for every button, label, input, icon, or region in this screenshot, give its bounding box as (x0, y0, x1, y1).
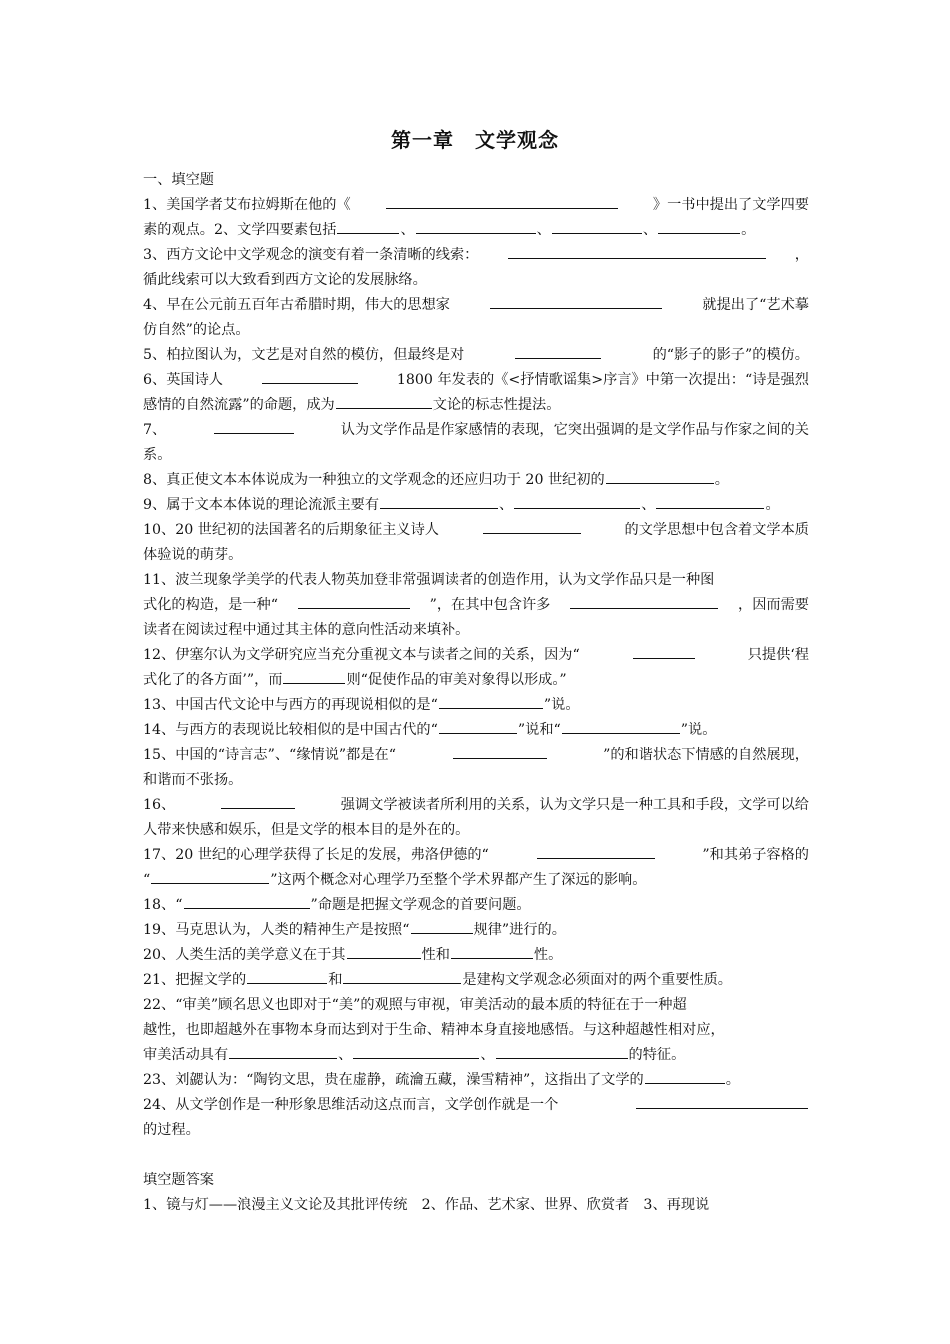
question-24-line-1: 24、从文学创作是一种形象思维活动这点而言，文学创作就是一个 (143, 1093, 809, 1118)
question-body (143, 168, 809, 1218)
question-12-line-1: 12、伊塞尔认为文学研究应当充分重视文本与读者之间的关系，因为“ 只提供‘程 (143, 643, 809, 668)
blank-q9-1[interactable] (380, 494, 498, 509)
question-6-line-2: 感情的自然流露”的命题，成为 文论的标志性提法。 (143, 393, 809, 418)
blank-q22-1[interactable] (229, 1044, 337, 1059)
answers-heading: 填空题答案 (143, 1172, 214, 1188)
blank-q21-2[interactable] (343, 969, 461, 984)
blank-q14-2[interactable] (562, 719, 680, 734)
question-24-line-2: 的过程。 (143, 1122, 200, 1138)
blank-q5[interactable] (515, 344, 601, 359)
blank-q2-1[interactable] (337, 219, 399, 234)
question-3-line-2: 循此线索可以大致看到西方文论的发展脉络。 (143, 272, 427, 288)
question-1-line-1: 1、美国学者艾布拉姆斯在他的《 》一书中提出了文学四要 (143, 193, 809, 218)
blank-q16[interactable] (221, 794, 295, 809)
answers-line-1: 1、镜与灯——浪漫主义文论及其批评传统 2、作品、艺术家、世界、欣赏者 3、再现说 (143, 1197, 710, 1213)
blank-q9-3[interactable] (656, 494, 764, 509)
question-22-line-1: 22、“审美”顾名思义也即对于“美”的观照与审视，审美活动的最本质的特征在于一种超 (143, 997, 687, 1013)
question-11-line-2: 式化的构造，是一种“ ”，在其中包含许多 ，因而需要 (143, 593, 809, 618)
blank-q22-3[interactable] (496, 1044, 628, 1059)
blank-q2-2[interactable] (416, 219, 536, 234)
blank-q2-3[interactable] (552, 219, 642, 234)
question-22-line-3: 审美活动具有 、 、 的特征。 (143, 1043, 809, 1068)
question-4-line-2: 仿自然”的论点。 (143, 322, 250, 338)
blank-q8[interactable] (606, 469, 714, 484)
blank-q19[interactable] (411, 919, 473, 934)
question-3-line-1: 3、西方文论中文学观念的演变有着一条清晰的线索： ， (143, 243, 809, 268)
question-19-line: 19、马克思认为，人类的精神生产是按照“ 规律”进行的。 (143, 918, 809, 943)
chapter-title: 第一章 文学观念 (391, 128, 559, 152)
question-2-line: 素的观点。2、文学四要素包括 、 、 、 。 (143, 218, 809, 243)
question-13-line: 13、中国古代文论中与西方的再现说相似的是“ ”说。 (143, 693, 809, 718)
blank-q17-2[interactable] (151, 869, 269, 884)
blank-q14-1[interactable] (439, 719, 517, 734)
question-18-line: 18、“ ”命题是把握文学观念的首要问题。 (143, 893, 809, 918)
blank-q6-poet[interactable] (262, 369, 358, 384)
blank-q20-1[interactable] (347, 944, 421, 959)
question-15-line-2: 和谐而不张扬。 (143, 772, 243, 788)
blank-q12-1[interactable] (633, 644, 695, 659)
question-5-line: 5、柏拉图认为，文艺是对自然的模仿，但最终是对 的“影子的影子”的模仿。 (143, 343, 809, 368)
question-7-line-2: 系。 (143, 447, 172, 463)
blank-q23[interactable] (645, 1069, 725, 1084)
question-23-line: 23、刘勰认为：“陶钧文思，贵在虚静，疏瀹五藏，澡雪精神”，这指出了文学的 。 (143, 1068, 809, 1093)
question-16-line-2: 人带来快感和娱乐，但是文学的根本目的是外在的。 (143, 822, 470, 838)
question-15-line-1: 15、中国的“诗言志”、“缘情说”都是在“ ”的和谐状态下情感的自然展现， (143, 743, 809, 768)
blank-q17-1[interactable] (537, 844, 655, 859)
blank-q24[interactable] (636, 1094, 808, 1109)
question-9-line: 9、属于文本本体说的理论流派主要有 、 、 。 (143, 493, 809, 518)
blank-q2-4[interactable] (658, 219, 740, 234)
blank-q7[interactable] (214, 419, 294, 434)
question-11-line-1: 11、波兰现象学美学的代表人物英加登非常强调读者的创造作用，认为文学作品只是一种图 (143, 572, 715, 588)
blank-q10[interactable] (483, 519, 581, 534)
blank-q3[interactable] (508, 244, 766, 259)
question-7-line-1: 7、 认为文学作品是作家感情的表现，它突出强调的是文学作品与作家之间的关 (143, 418, 809, 443)
question-11-line-3: 读者在阅读过程中通过其主体的意向性活动来填补。 (143, 622, 470, 638)
question-8-line: 8、真正使文本本体说成为一种独立的文学观念的还应归功于 20 世纪初的 。 (143, 468, 809, 493)
blank-q11-1[interactable] (298, 594, 410, 609)
question-16-line-1: 16、 强调文学被读者所利用的关系，认为文学只是一种工具和手段，文学可以给 (143, 793, 809, 818)
blank-q13[interactable] (439, 694, 543, 709)
blank-q12-2[interactable] (283, 669, 345, 684)
question-17-line-2: “ ”这两个概念对心理学乃至整个学术界都产生了深远的影响。 (143, 868, 809, 893)
question-22-line-2: 越性，也即超越外在事物本身而达到对于生命、精神本身直接地感悟。与这种超越性相对应， (143, 1022, 725, 1038)
question-20-line: 20、人类生活的美学意义在于其 性和 性。 (143, 943, 809, 968)
section-gap (143, 1143, 809, 1168)
blank-q20-2[interactable] (451, 944, 533, 959)
question-4-line-1: 4、早在公元前五百年古希腊时期，伟大的思想家 就提出了“艺术摹 (143, 293, 809, 318)
blank-q18[interactable] (184, 894, 310, 909)
question-21-line: 21、把握文学的 和 是建构文学观念必须面对的两个重要性质。 (143, 968, 809, 993)
question-6-line-1: 6、英国诗人 1800 年发表的《<抒情歌谣集>序言》中第一次提出：“诗是强烈 (143, 368, 809, 393)
blank-q6-theory[interactable] (336, 394, 432, 409)
blank-q15[interactable] (453, 744, 547, 759)
blank-q1-book[interactable] (386, 194, 618, 209)
blank-q9-2[interactable] (514, 494, 640, 509)
question-17-line-1: 17、20 世纪的心理学获得了长足的发展，弗洛伊德的“ ”和其弟子容格的 (143, 843, 809, 868)
blank-q4[interactable] (490, 294, 662, 309)
blank-q11-2[interactable] (570, 594, 718, 609)
blank-q21-1[interactable] (247, 969, 327, 984)
question-10-line-1: 10、20 世纪初的法国著名的后期象征主义诗人 的文学思想中包含着文学本质 (143, 518, 809, 543)
section-heading: 一、填空题 (143, 172, 214, 188)
question-10-line-2: 体验说的萌芽。 (143, 547, 243, 563)
question-14-line: 14、与西方的表现说比较相似的是中国古代的“ ”说和“ ”说。 (143, 718, 809, 743)
question-12-line-2: 式化了的各方面’”，而 则“促使作品的审美对象得以形成。” (143, 668, 809, 693)
blank-q22-2[interactable] (353, 1044, 479, 1059)
